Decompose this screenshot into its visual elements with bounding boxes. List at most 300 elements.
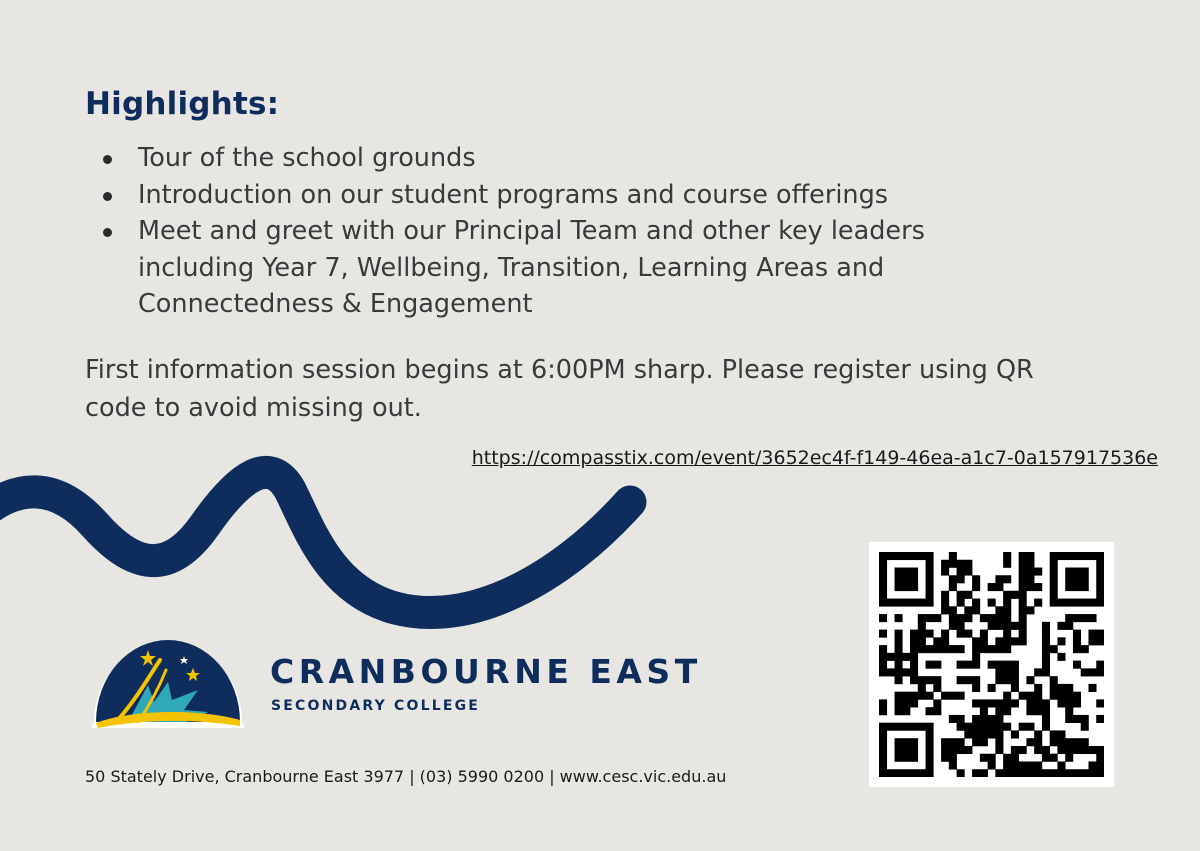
qr-module bbox=[910, 746, 918, 754]
qr-module bbox=[895, 707, 903, 715]
qr-module bbox=[1034, 707, 1042, 715]
qr-module bbox=[1096, 552, 1104, 560]
qr-module bbox=[902, 707, 910, 715]
qr-module bbox=[918, 723, 926, 731]
qr-module bbox=[1057, 738, 1065, 746]
qr-module bbox=[988, 661, 996, 669]
qr-module bbox=[918, 552, 926, 560]
qr-module bbox=[1034, 738, 1042, 746]
qr-module bbox=[1050, 645, 1058, 653]
qr-module bbox=[895, 630, 903, 638]
qr-module bbox=[995, 730, 1003, 738]
qr-module bbox=[995, 715, 1003, 723]
qr-module bbox=[1057, 761, 1065, 769]
qr-module bbox=[957, 645, 965, 653]
qr-module bbox=[933, 661, 941, 669]
qr-module bbox=[933, 699, 941, 707]
qr-module bbox=[926, 769, 934, 777]
qr-module bbox=[957, 769, 965, 777]
qr-module bbox=[1019, 606, 1027, 614]
qr-module bbox=[964, 560, 972, 568]
qr-module bbox=[1096, 599, 1104, 607]
qr-module bbox=[1065, 738, 1073, 746]
qr-module bbox=[1081, 599, 1089, 607]
qr-module bbox=[1042, 707, 1050, 715]
qr-module bbox=[1026, 738, 1034, 746]
qr-module bbox=[902, 653, 910, 661]
qr-module bbox=[1011, 591, 1019, 599]
qr-module bbox=[926, 754, 934, 762]
qr-module bbox=[1073, 637, 1081, 645]
qr-module bbox=[1026, 699, 1034, 707]
qr-module bbox=[1057, 552, 1065, 560]
qr-module bbox=[1073, 661, 1081, 669]
qr-module bbox=[910, 630, 918, 638]
qr-module bbox=[957, 738, 965, 746]
qr-module bbox=[1019, 552, 1027, 560]
qr-module bbox=[879, 707, 887, 715]
qr-module bbox=[949, 715, 957, 723]
qr-module bbox=[980, 630, 988, 638]
qr-module bbox=[895, 699, 903, 707]
qr-module bbox=[980, 723, 988, 731]
qr-module bbox=[1003, 661, 1011, 669]
school-name: CRANBOURNE EAST bbox=[270, 652, 702, 691]
qr-module bbox=[1003, 707, 1011, 715]
qr-module bbox=[1088, 684, 1096, 692]
qr-module bbox=[1073, 769, 1081, 777]
qr-module bbox=[1011, 761, 1019, 769]
qr-module bbox=[1073, 583, 1081, 591]
qr-module bbox=[972, 645, 980, 653]
qr-code[interactable] bbox=[869, 542, 1114, 787]
qr-module bbox=[1081, 668, 1089, 676]
qr-module bbox=[957, 560, 965, 568]
qr-module bbox=[1019, 560, 1027, 568]
qr-module bbox=[902, 552, 910, 560]
qr-module bbox=[1050, 568, 1058, 576]
qr-module bbox=[1065, 552, 1073, 560]
qr-module bbox=[949, 614, 957, 622]
qr-module bbox=[988, 645, 996, 653]
qr-module bbox=[1057, 730, 1065, 738]
qr-module bbox=[902, 583, 910, 591]
qr-module bbox=[972, 769, 980, 777]
qr-module bbox=[980, 637, 988, 645]
qr-module bbox=[1065, 575, 1073, 583]
qr-module bbox=[910, 552, 918, 560]
qr-module bbox=[1003, 560, 1011, 568]
qr-module bbox=[1073, 614, 1081, 622]
qr-module bbox=[1011, 661, 1019, 669]
qr-module bbox=[957, 599, 965, 607]
qr-module bbox=[910, 599, 918, 607]
qr-module bbox=[1011, 668, 1019, 676]
qr-module bbox=[1088, 668, 1096, 676]
qr-module bbox=[941, 754, 949, 762]
qr-module bbox=[926, 707, 934, 715]
qr-module bbox=[1019, 761, 1027, 769]
qr-module bbox=[926, 676, 934, 684]
list-item: Tour of the school grounds bbox=[100, 140, 1060, 177]
qr-module bbox=[980, 769, 988, 777]
qr-module bbox=[1050, 754, 1058, 762]
qr-module bbox=[1096, 637, 1104, 645]
qr-module bbox=[1042, 653, 1050, 661]
qr-module bbox=[895, 661, 903, 669]
qr-module bbox=[972, 715, 980, 723]
qr-module bbox=[1003, 591, 1011, 599]
qr-module bbox=[1019, 614, 1027, 622]
qr-module bbox=[1050, 560, 1058, 568]
qr-module bbox=[1050, 738, 1058, 746]
qr-module bbox=[957, 568, 965, 576]
qr-module bbox=[933, 637, 941, 645]
qr-module bbox=[879, 568, 887, 576]
qr-module bbox=[1003, 630, 1011, 638]
qr-module bbox=[949, 746, 957, 754]
qr-module bbox=[1096, 699, 1104, 707]
qr-module bbox=[995, 738, 1003, 746]
qr-module bbox=[1096, 560, 1104, 568]
qr-module bbox=[1065, 754, 1073, 762]
qr-module bbox=[1088, 552, 1096, 560]
qr-module bbox=[895, 692, 903, 700]
qr-module bbox=[1003, 699, 1011, 707]
qr-module bbox=[941, 591, 949, 599]
qr-module bbox=[941, 645, 949, 653]
qr-module bbox=[980, 645, 988, 653]
qr-module bbox=[980, 738, 988, 746]
qr-module bbox=[972, 730, 980, 738]
qr-module bbox=[1042, 668, 1050, 676]
qr-module bbox=[1026, 723, 1034, 731]
qr-module bbox=[1003, 606, 1011, 614]
qr-module bbox=[1088, 769, 1096, 777]
qr-module bbox=[879, 653, 887, 661]
qr-module bbox=[1057, 622, 1065, 630]
qr-module bbox=[1003, 645, 1011, 653]
qr-module bbox=[1065, 715, 1073, 723]
qr-module bbox=[1073, 645, 1081, 653]
qr-module bbox=[1088, 599, 1096, 607]
qr-module bbox=[1026, 707, 1034, 715]
qr-module bbox=[941, 746, 949, 754]
qr-module bbox=[1088, 746, 1096, 754]
qr-module bbox=[957, 630, 965, 638]
qr-module bbox=[926, 583, 934, 591]
qr-module bbox=[1050, 692, 1058, 700]
qr-module bbox=[902, 575, 910, 583]
qr-module bbox=[949, 754, 957, 762]
qr-module bbox=[1003, 622, 1011, 630]
qr-module bbox=[988, 699, 996, 707]
qr-module bbox=[988, 599, 996, 607]
qr-module bbox=[910, 568, 918, 576]
qr-module bbox=[902, 668, 910, 676]
qr-module bbox=[964, 630, 972, 638]
qr-module bbox=[957, 715, 965, 723]
qr-module bbox=[910, 637, 918, 645]
qr-module bbox=[995, 723, 1003, 731]
qr-module bbox=[895, 754, 903, 762]
qr-module bbox=[933, 645, 941, 653]
registration-link[interactable]: https://compasstix.com/event/3652ec4f-f149-46ea-a1c7-0a157917536e bbox=[471, 447, 1158, 469]
qr-module bbox=[926, 614, 934, 622]
qr-module bbox=[895, 645, 903, 653]
qr-module bbox=[995, 769, 1003, 777]
qr-module bbox=[879, 645, 887, 653]
qr-module bbox=[980, 730, 988, 738]
qr-module bbox=[964, 568, 972, 576]
qr-module bbox=[879, 754, 887, 762]
qr-module bbox=[995, 606, 1003, 614]
qr-module bbox=[910, 645, 918, 653]
qr-module bbox=[941, 606, 949, 614]
qr-module bbox=[926, 723, 934, 731]
qr-module bbox=[949, 575, 957, 583]
qr-module bbox=[910, 692, 918, 700]
qr-module bbox=[1073, 715, 1081, 723]
qr-module bbox=[1019, 599, 1027, 607]
qr-module bbox=[887, 552, 895, 560]
qr-module bbox=[918, 599, 926, 607]
qr-module bbox=[926, 645, 934, 653]
qr-module bbox=[879, 630, 887, 638]
qr-module bbox=[964, 730, 972, 738]
qr-module bbox=[957, 692, 965, 700]
qr-module bbox=[1050, 769, 1058, 777]
qr-module bbox=[926, 692, 934, 700]
qr-module bbox=[918, 692, 926, 700]
qr-module bbox=[879, 591, 887, 599]
qr-module bbox=[1003, 676, 1011, 684]
qr-module bbox=[941, 630, 949, 638]
qr-module bbox=[926, 746, 934, 754]
qr-module bbox=[1081, 645, 1089, 653]
qr-module bbox=[895, 568, 903, 576]
qr-module bbox=[1065, 707, 1073, 715]
qr-module bbox=[941, 568, 949, 576]
qr-module bbox=[995, 622, 1003, 630]
qr-module bbox=[980, 754, 988, 762]
qr-module bbox=[1003, 614, 1011, 622]
qr-module bbox=[941, 560, 949, 568]
qr-module bbox=[902, 599, 910, 607]
qr-module bbox=[926, 552, 934, 560]
qr-module bbox=[918, 645, 926, 653]
qr-module bbox=[895, 614, 903, 622]
qr-module bbox=[1042, 637, 1050, 645]
qr-module bbox=[1019, 769, 1027, 777]
qr-module bbox=[1065, 692, 1073, 700]
qr-module bbox=[949, 622, 957, 630]
qr-module bbox=[1011, 637, 1019, 645]
qr-module bbox=[988, 761, 996, 769]
qr-module bbox=[933, 676, 941, 684]
qr-module bbox=[995, 699, 1003, 707]
qr-module bbox=[1042, 715, 1050, 723]
qr-module bbox=[1042, 645, 1050, 653]
qr-module bbox=[1073, 699, 1081, 707]
qr-module bbox=[1065, 599, 1073, 607]
qr-module bbox=[1065, 622, 1073, 630]
qr-module bbox=[964, 661, 972, 669]
qr-module bbox=[879, 746, 887, 754]
qr-module bbox=[1073, 552, 1081, 560]
qr-module bbox=[1096, 715, 1104, 723]
qr-module bbox=[1073, 568, 1081, 576]
qr-module bbox=[1003, 575, 1011, 583]
qr-module bbox=[895, 552, 903, 560]
qr-module bbox=[1065, 614, 1073, 622]
qr-module bbox=[995, 645, 1003, 653]
qr-module bbox=[902, 699, 910, 707]
qr-module bbox=[1096, 746, 1104, 754]
qr-module bbox=[1073, 630, 1081, 638]
qr-module bbox=[972, 599, 980, 607]
qr-module bbox=[949, 645, 957, 653]
qr-module bbox=[1034, 599, 1042, 607]
qr-module bbox=[918, 630, 926, 638]
qr-module bbox=[918, 676, 926, 684]
qr-module bbox=[1057, 769, 1065, 777]
qr-module bbox=[1073, 599, 1081, 607]
qr-module bbox=[1003, 769, 1011, 777]
qr-module bbox=[988, 583, 996, 591]
qr-module bbox=[879, 614, 887, 622]
qr-module bbox=[1026, 676, 1034, 684]
qr-module bbox=[1003, 723, 1011, 731]
qr-module bbox=[988, 730, 996, 738]
qr-module bbox=[918, 769, 926, 777]
qr-module bbox=[1003, 668, 1011, 676]
qr-module bbox=[902, 692, 910, 700]
qr-module bbox=[926, 738, 934, 746]
qr-module bbox=[1019, 591, 1027, 599]
qr-module bbox=[1019, 637, 1027, 645]
qr-module bbox=[1034, 699, 1042, 707]
qr-module bbox=[879, 723, 887, 731]
qr-module bbox=[1003, 754, 1011, 762]
qr-module bbox=[902, 738, 910, 746]
qr-module bbox=[964, 591, 972, 599]
qr-module bbox=[1003, 637, 1011, 645]
qr-module bbox=[1057, 692, 1065, 700]
qr-module bbox=[949, 552, 957, 560]
qr-module bbox=[1011, 684, 1019, 692]
qr-module bbox=[1019, 622, 1027, 630]
qr-module bbox=[949, 583, 957, 591]
qr-module bbox=[1034, 692, 1042, 700]
qr-module bbox=[1065, 699, 1073, 707]
qr-module bbox=[1050, 552, 1058, 560]
qr-module bbox=[910, 699, 918, 707]
qr-module bbox=[910, 575, 918, 583]
qr-module bbox=[941, 692, 949, 700]
qr-module bbox=[895, 738, 903, 746]
qr-module bbox=[926, 730, 934, 738]
qr-module bbox=[1003, 599, 1011, 607]
qr-module bbox=[895, 599, 903, 607]
qr-module bbox=[895, 575, 903, 583]
qr-module bbox=[1019, 568, 1027, 576]
list-item: Meet and greet with our Principal Team and other key leaders including Year 7, Wellbeing, Transition, Learning Areas and Connectedness & Engagement bbox=[100, 213, 968, 323]
qr-module bbox=[910, 723, 918, 731]
qr-module bbox=[1042, 754, 1050, 762]
qr-module bbox=[1096, 575, 1104, 583]
qr-module bbox=[895, 653, 903, 661]
qr-module bbox=[957, 676, 965, 684]
school-subtitle: SECONDARY COLLEGE bbox=[271, 698, 481, 714]
qr-module bbox=[1042, 622, 1050, 630]
qr-module bbox=[988, 684, 996, 692]
qr-module bbox=[1003, 552, 1011, 560]
qr-module bbox=[1088, 761, 1096, 769]
list-item: Introduction on our student programs and course offerings bbox=[100, 177, 1060, 214]
qr-module bbox=[1042, 699, 1050, 707]
qr-module bbox=[933, 684, 941, 692]
qr-module bbox=[972, 637, 980, 645]
qr-module bbox=[988, 614, 996, 622]
qr-module bbox=[926, 630, 934, 638]
qr-module bbox=[902, 723, 910, 731]
qr-module bbox=[1019, 630, 1027, 638]
qr-module bbox=[995, 583, 1003, 591]
qr-module bbox=[995, 614, 1003, 622]
qr-module bbox=[1065, 684, 1073, 692]
session-info: First information session begins at 6:00PM sharp. Please register using QR code to avoid missing out. bbox=[85, 355, 1034, 423]
qr-module bbox=[895, 583, 903, 591]
qr-module bbox=[957, 591, 965, 599]
qr-module bbox=[1050, 730, 1058, 738]
qr-module bbox=[902, 769, 910, 777]
qr-module bbox=[879, 661, 887, 669]
qr-module bbox=[1096, 668, 1104, 676]
qr-module bbox=[980, 707, 988, 715]
qr-module bbox=[1081, 583, 1089, 591]
qr-module bbox=[887, 653, 895, 661]
qr-module bbox=[879, 738, 887, 746]
qr-module bbox=[1088, 637, 1096, 645]
qr-module bbox=[918, 622, 926, 630]
qr-module bbox=[933, 707, 941, 715]
qr-module bbox=[879, 668, 887, 676]
qr-module bbox=[995, 707, 1003, 715]
qr-module bbox=[1042, 723, 1050, 731]
qr-module bbox=[895, 676, 903, 684]
qr-module bbox=[988, 723, 996, 731]
qr-module bbox=[1034, 568, 1042, 576]
school-emblem-icon bbox=[88, 630, 248, 735]
qr-module bbox=[1019, 723, 1027, 731]
qr-module bbox=[1026, 583, 1034, 591]
qr-module bbox=[926, 560, 934, 568]
qr-module bbox=[902, 568, 910, 576]
qr-module bbox=[964, 606, 972, 614]
qr-module bbox=[910, 754, 918, 762]
qr-module bbox=[949, 692, 957, 700]
qr-module bbox=[926, 661, 934, 669]
qr-module bbox=[980, 614, 988, 622]
qr-module bbox=[1011, 769, 1019, 777]
qr-module bbox=[887, 723, 895, 731]
qr-module bbox=[918, 684, 926, 692]
qr-module bbox=[1096, 761, 1104, 769]
qr-module bbox=[1019, 583, 1027, 591]
highlights-list bbox=[100, 140, 1060, 323]
qr-module bbox=[1065, 746, 1073, 754]
